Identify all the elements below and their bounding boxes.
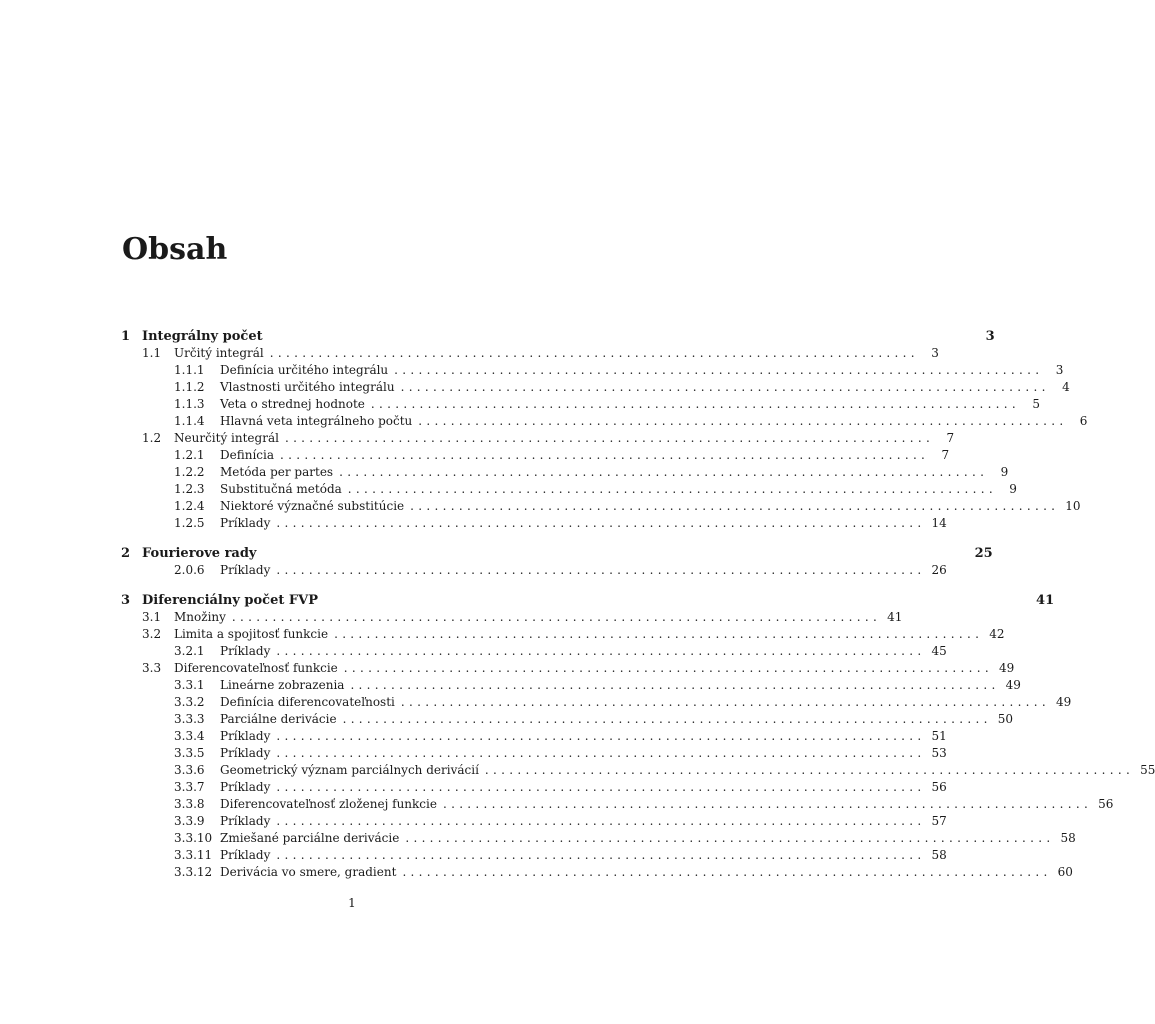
toc-subsection[interactable] xyxy=(121,515,947,532)
toc-entry-title: Integrálny počet xyxy=(142,329,263,344)
toc-dot-leader: ................................................................................ xyxy=(280,448,930,462)
toc-dot-leader: ................................................................................ xyxy=(343,661,993,675)
toc-subsection[interactable] xyxy=(121,643,947,660)
toc-entry-title: Niektoré význačné substitúcie xyxy=(220,499,405,513)
toc-entry-page: 42 xyxy=(989,627,1005,641)
toc-entry-title: Zmiešané parciálne derivácie xyxy=(220,831,400,845)
toc-entry-page: 56 xyxy=(1098,797,1114,811)
toc-entry-title: Definícia určitého integrálu xyxy=(220,363,389,377)
toc-entry-page: 25 xyxy=(974,546,993,561)
toc-dot-leader: ................................................................................ xyxy=(394,363,1044,377)
toc-entry-page: 45 xyxy=(931,644,947,658)
toc-entry-title: Derivácia vo smere, gradient xyxy=(220,865,397,879)
toc-dot-leader: ................................................................................ xyxy=(334,627,984,641)
toc-entry-title: Veta o strednej hodnote xyxy=(220,397,365,411)
toc-section[interactable] xyxy=(121,660,1015,677)
toc-entry-number: 1 xyxy=(121,329,131,344)
toc-dot-leader: ................................................................................ xyxy=(370,397,1021,411)
toc-entry-title: Príklady xyxy=(220,780,271,794)
toc-entry-number: 2.0.6 xyxy=(174,563,205,577)
toc-entry-number: 3.3.11 xyxy=(174,848,213,862)
toc-subsection[interactable] xyxy=(121,498,1081,515)
toc-subsection[interactable] xyxy=(121,413,1088,430)
toc-dot-leader: ................................................................................ xyxy=(269,346,919,360)
toc-subsection[interactable] xyxy=(121,447,950,464)
toc-entry-page: 58 xyxy=(1060,831,1076,845)
toc-entry-title: Substitučná metóda xyxy=(220,482,342,496)
toc-entry-page: 41 xyxy=(887,610,903,624)
toc-dot-leader: ................................................................................ xyxy=(402,865,1052,879)
toc-section[interactable] xyxy=(121,345,939,362)
toc-entry-page: 49 xyxy=(998,661,1015,675)
toc-dot-leader: ................................................................................ xyxy=(276,563,926,577)
toc-subsection[interactable] xyxy=(121,745,947,762)
toc-subsection[interactable] xyxy=(121,762,1155,779)
toc-entry-number: 1.1.2 xyxy=(174,380,205,394)
toc-entry-number: 1.1.1 xyxy=(174,363,205,377)
toc-entry-number: 1.2.2 xyxy=(174,465,205,479)
toc-section[interactable] xyxy=(121,430,955,447)
toc-entry-number: 3.3.2 xyxy=(174,695,205,709)
toc-subsection[interactable] xyxy=(121,864,1073,881)
toc-entry-page: 41 xyxy=(1036,593,1055,608)
toc-entry-page: 9 xyxy=(1009,482,1017,496)
toc-subsection[interactable] xyxy=(121,711,1014,728)
toc-entry-title: Príklady xyxy=(220,729,271,743)
toc-entry-number: 1.2.4 xyxy=(174,499,205,513)
toc-subsection[interactable] xyxy=(121,562,947,579)
toc-entry-title: Diferencovateľnosť zloženej funkcie xyxy=(220,797,437,811)
toc-entry-number: 3.3.4 xyxy=(174,729,205,743)
toc-entry-title: Príklady xyxy=(220,746,271,760)
toc-entry-number: 3.3.8 xyxy=(174,797,205,811)
toc-entry-number: 1.2.1 xyxy=(174,448,205,462)
toc-dot-leader: ................................................................................ xyxy=(339,465,989,479)
toc-subsection[interactable] xyxy=(121,481,1017,498)
toc-entry-page: 7 xyxy=(946,431,955,445)
toc-dot-leader: ................................................................................ xyxy=(405,831,1055,845)
table-of-contents xyxy=(121,328,1155,881)
toc-entry-page: 14 xyxy=(931,516,947,530)
toc-subsection[interactable] xyxy=(121,728,947,745)
chapter-gap xyxy=(121,579,585,592)
toc-entry-title: Definícia xyxy=(220,448,275,462)
toc-entry-title: Príklady xyxy=(220,814,271,828)
toc-chapter[interactable] xyxy=(121,592,1055,609)
chapter-gap xyxy=(121,532,585,545)
toc-dot-leader: ................................................................................ xyxy=(350,678,1000,692)
toc-entry-title: Určitý integrál xyxy=(174,346,264,360)
toc-chapter[interactable] xyxy=(121,545,993,562)
toc-dot-leader: ................................................................................ xyxy=(400,380,1050,394)
toc-entry-title: Lineárne zobrazenia xyxy=(220,678,345,692)
toc-entry-page: 3 xyxy=(931,346,939,360)
toc-entry-page: 4 xyxy=(1062,380,1070,394)
toc-entry-title: Diferencovateľnosť funkcie xyxy=(174,661,338,675)
toc-entry-title: Príklady xyxy=(220,644,271,658)
toc-entry-title: Vlastnosti určitého integrálu xyxy=(220,380,395,394)
toc-entry-number: 3.3.3 xyxy=(174,712,205,726)
toc-entry-number: 3.2.1 xyxy=(174,644,205,658)
toc-dot-leader: ................................................................................ xyxy=(276,746,926,760)
toc-entry-number: 3 xyxy=(121,593,131,608)
toc-entry-title: Množiny xyxy=(174,610,226,624)
toc-dot-leader: ................................................................................ xyxy=(418,414,1068,428)
toc-section[interactable] xyxy=(121,609,903,626)
toc-dot-leader: ................................................................................ xyxy=(342,712,992,726)
toc-entry-number: 3.3 xyxy=(142,661,162,675)
toc-entry-number: 3.1 xyxy=(142,610,162,624)
toc-entry-title: Limita a spojitosť funkcie xyxy=(174,627,329,641)
toc-subsection[interactable] xyxy=(121,694,1072,711)
toc-entry-number: 3.2 xyxy=(142,627,162,641)
toc-entry-title: Diferenciálny počet FVP xyxy=(142,593,318,608)
toc-entry-page: 10 xyxy=(1065,499,1081,513)
toc-entry-number: 3.3.5 xyxy=(174,746,205,760)
toc-entry-page: 3 xyxy=(1055,363,1064,377)
toc-section[interactable] xyxy=(121,626,1005,643)
toc-entry-title: Definícia diferencovateľnosti xyxy=(220,695,395,709)
toc-entry-title: Metóda per partes xyxy=(220,465,334,479)
toc-subsection[interactable] xyxy=(121,830,1076,847)
toc-subsection[interactable] xyxy=(121,396,1041,413)
toc-entry-title: Príklady xyxy=(220,563,271,577)
toc-entry-page: 53 xyxy=(931,746,947,760)
toc-dot-leader: ................................................................................ xyxy=(484,763,1135,777)
toc-entry-number: 1.1 xyxy=(142,346,162,360)
toc-entry-title: Hlavná veta integrálneho počtu xyxy=(220,414,413,428)
toc-entry-number: 1.2.3 xyxy=(174,482,205,496)
toc-entry-title: Fourierove rady xyxy=(142,546,257,561)
toc-dot-leader: ................................................................................ xyxy=(410,499,1060,513)
toc-dot-leader: ................................................................................ xyxy=(276,780,926,794)
toc-entry-title: Príklady xyxy=(220,516,271,530)
page-title: Obsah xyxy=(122,232,228,267)
toc-entry-page: 56 xyxy=(931,780,947,794)
toc-entry-number: 3.3.10 xyxy=(174,831,213,845)
toc-entry-number: 3.3.7 xyxy=(174,780,205,794)
toc-dot-leader: ................................................................................ xyxy=(400,695,1051,709)
toc-entry-number: 3.3.9 xyxy=(174,814,205,828)
toc-subsection[interactable] xyxy=(121,379,1070,396)
toc-entry-title: Parciálne derivácie xyxy=(220,712,337,726)
toc-chapter[interactable] xyxy=(121,328,995,345)
toc-dot-leader: ................................................................................ xyxy=(442,797,1093,811)
toc-entry-page: 6 xyxy=(1079,414,1088,428)
toc-dot-leader: ................................................................................ xyxy=(231,610,882,624)
toc-dot-leader: ................................................................................ xyxy=(276,814,926,828)
toc-subsection[interactable] xyxy=(121,813,947,830)
toc-entry-page: 7 xyxy=(941,448,950,462)
toc-entry-page: 55 xyxy=(1140,763,1155,777)
toc-entry-page: 58 xyxy=(931,848,947,862)
toc-entry-number: 1.1.4 xyxy=(174,414,205,428)
toc-dot-leader: ................................................................................ xyxy=(276,848,926,862)
toc-subsection[interactable] xyxy=(121,796,1114,813)
toc-entry-page: 51 xyxy=(931,729,947,743)
toc-entry-number: 3.3.6 xyxy=(174,763,205,777)
toc-entry-page: 60 xyxy=(1057,865,1073,879)
toc-entry-number: 1.1.3 xyxy=(174,397,205,411)
toc-entry-number: 3.3.12 xyxy=(174,865,213,879)
toc-entry-number: 3.3.1 xyxy=(174,678,205,692)
toc-entry-title: Geometrický význam parciálnych derivácií xyxy=(220,763,479,777)
toc-entry-number: 1.2.5 xyxy=(174,516,205,530)
toc-entry-page: 26 xyxy=(931,563,947,577)
toc-dot-leader: ................................................................................ xyxy=(276,729,926,743)
toc-entry-title: Príklady xyxy=(220,848,271,862)
toc-dot-leader: ................................................................................ xyxy=(276,644,926,658)
toc-subsection[interactable] xyxy=(121,847,947,864)
toc-subsection[interactable] xyxy=(121,362,1064,379)
page-number: 1 xyxy=(348,896,356,910)
toc-entry-page: 9 xyxy=(1000,465,1009,479)
toc-entry-page: 3 xyxy=(985,329,995,344)
toc-entry-page: 5 xyxy=(1032,397,1041,411)
toc-subsection[interactable] xyxy=(121,779,947,796)
toc-entry-number: 1.2 xyxy=(142,431,162,445)
toc-entry-title: Neurčitý integrál xyxy=(174,431,279,445)
toc-dot-leader: ................................................................................ xyxy=(276,516,926,530)
toc-dot-leader: ................................................................................ xyxy=(347,482,997,496)
toc-entry-page: 57 xyxy=(931,814,947,828)
toc-entry-page: 50 xyxy=(997,712,1014,726)
toc-dot-leader: ................................................................................ xyxy=(284,431,935,445)
toc-entry-page: 49 xyxy=(1005,678,1021,692)
toc-subsection[interactable] xyxy=(121,464,1009,481)
toc-entry-number: 2 xyxy=(121,546,131,561)
toc-subsection[interactable] xyxy=(121,677,1021,694)
toc-entry-page: 49 xyxy=(1056,695,1072,709)
